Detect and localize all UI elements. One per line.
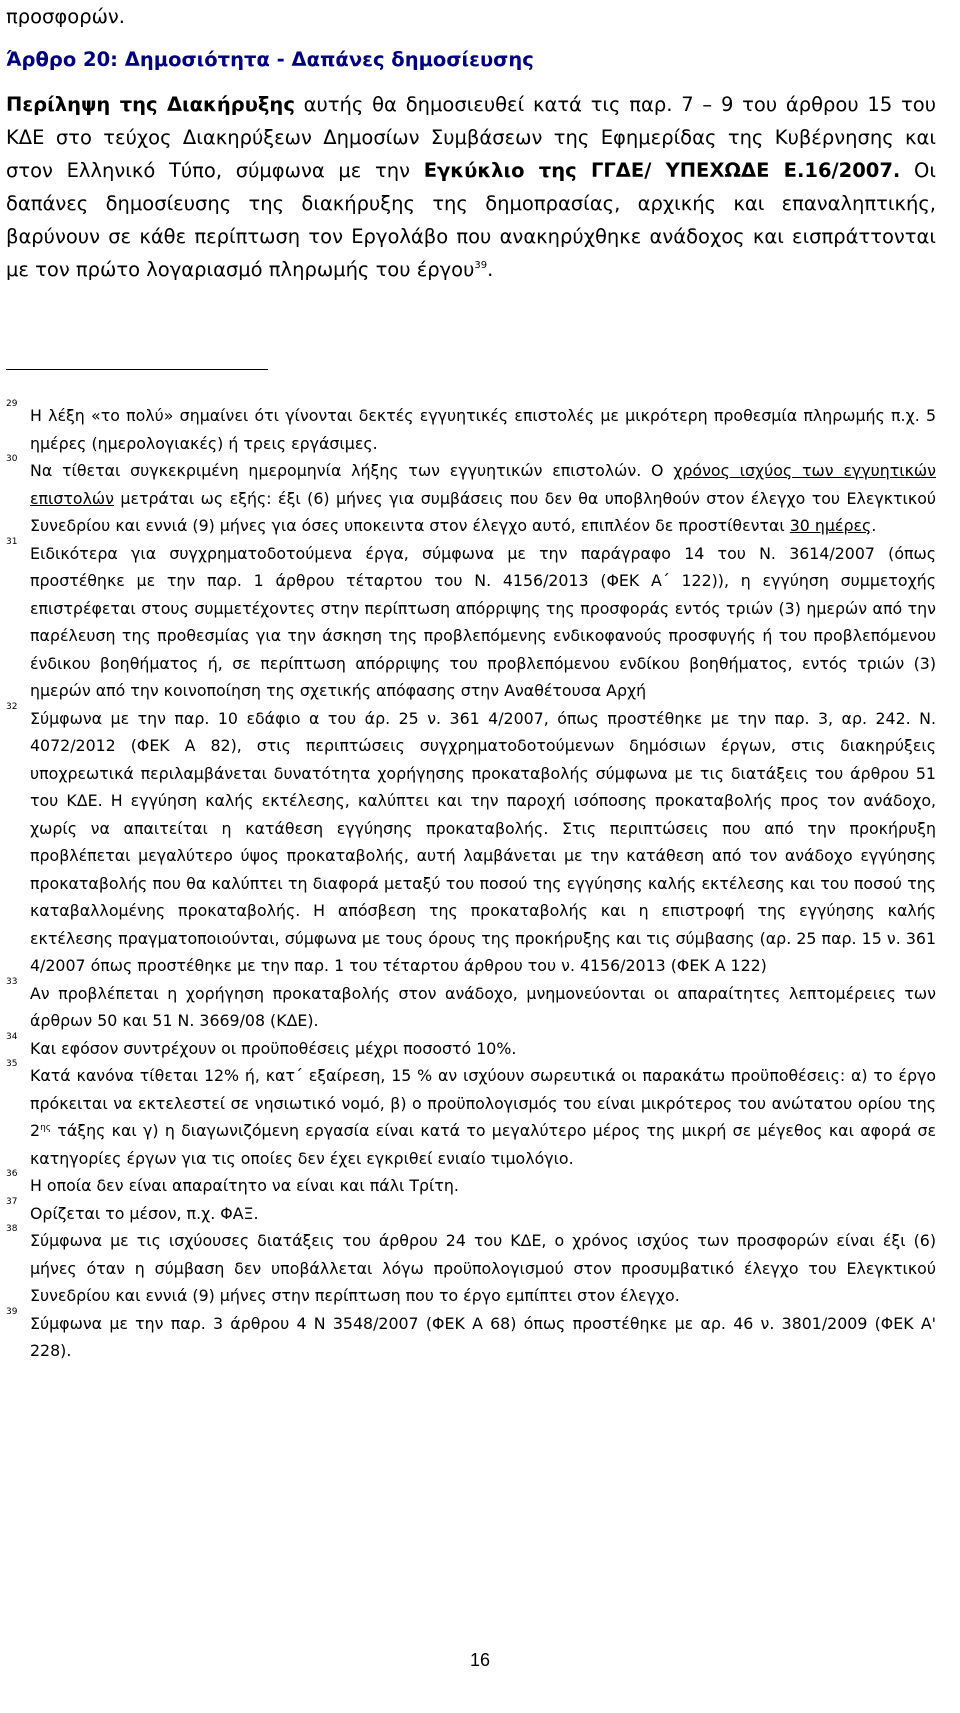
paragraph-costs-end: .	[487, 258, 494, 281]
footnote-32	[6, 701, 936, 980]
footnote-text: Να τίθεται συγκεκριμένη ημερομηνία λήξης των εγγυητικών επιστολών. Ο	[30, 461, 674, 480]
page-number: 16	[469, 1650, 491, 1670]
footnote-number: 34	[6, 1031, 18, 1042]
footnotes	[6, 380, 936, 1365]
footnote-ref-39: 39	[474, 260, 488, 271]
circular-reference: Εγκύκλιο της ΓΓΔΕ/ ΥΠΕΧΩΔΕ Ε.16/2007.	[423, 159, 901, 182]
footnote-38	[6, 1224, 936, 1310]
footnote-number: 39	[6, 1306, 18, 1317]
footnote-text: Σύμφωνα με την παρ. 3 άρθρου 4 Ν 3548/2007 (ΦΕΚ Α 68) όπως προστέθηκε με αρ. 46 ν. 3801/2009 (ΦΕΚ Α' 228).	[30, 1313, 936, 1360]
footnote-36	[6, 1169, 936, 1200]
footnote-number: 31	[6, 536, 18, 547]
footnote-text: Σύμφωνα με την παρ. 10 εδάφιο α του άρ. 25 ν. 361 4/2007, όπως προστέθηκε με την παρ. 3, αρ. 242. Ν. 4072/2012 (ΦΕΚ Α 82), στις περιπτώσεις συγχρηματοδοτούμενων δημόσιων έργων, στις διακηρύξεις υποχρεωτικά περιλαμβάνεται δυνατότητα χορήγησης προκαταβολής σύμφωνα με τις διατάξεις του άρθρου 51 του ΚΔΕ. Η εγγύηση καλής εκτέλεσης, καλύπτει και την παροχή ισόποσης προκαταβολής προς τον ανάδοχο, χωρίς να απαιτείται η κατάθεση εγγύησης προκαταβολής. Στις περιπτώσεις που από την προκήρυξη προβλέπεται μεγαλύτερο ύψος προκαταβολής, αυτή λαμβάνεται με την κατάθεση από τον ανάδοχο εγγύησης προκαταβολής που θα καλύπτει τη διαφορά μεταξύ του ποσού της εγγύησης καλής εκτέλεσης και του ποσού της καταβαλλομένης προκαταβολής. Η απόσβεση της προκαταβολής και η επιστροφή της εγγύησης καλής εκτέλεσης πραγματοποιούνται, σύμφωνα με τους όρους της προκήρυξης και τις σύμβασης (αρ. 25 παρ. 15 ν. 361 4/2007 όπως προστέθηκε με την παρ. 1 του τέταρτου άρθρου του ν. 4156/2013 (ΦΕΚ Α 122)	[30, 708, 936, 975]
footnote-underlined: χρόνος ισχύος των εγγυητικών επιστολών	[30, 461, 936, 508]
footnote-number: 37	[6, 1196, 18, 1207]
top-fragment: προσφορών.	[6, 5, 125, 28]
footnote-30	[6, 454, 936, 540]
footnote-number: 38	[6, 1224, 18, 1234]
footnote-text: Σύμφωνα με τις ισχύουσες διατάξεις του άρθρου 24 του ΚΔΕ, ο χρόνος ισχύος των προσφορών είναι έξι (6) μήνες όταν η σύμβαση δεν υποβάλλεται λόγω προϋπολογισμού στον προσυμβατικό έλεγχο του Ελεγκτικού Συνεδρίου και εννιά (9) μήνες στην περίπτωση που το έργο εμπίπτει στον έλεγχο.	[30, 1231, 936, 1305]
footnote-text: Αν προβλέπεται η χορήγηση προκαταβολής στον ανάδοχο, μνημονεύονται οι απαραίτητες λεπτομέρειες των άρθρων 50 και 51 Ν. 3669/08 (ΚΔΕ).	[30, 983, 936, 1030]
footnote-29	[6, 399, 936, 457]
footnote-35	[6, 1059, 936, 1172]
footnote-underlined: 30 ημέρες	[789, 516, 872, 535]
footnote-text: Η λέξη «το πολύ» σημαίνει ότι γίνονται δεκτές εγγυητικές επιστολές με μικρότερη προθεσμία πληρωμής π.χ. 5 ημέρες (ημερολογιακές) ή τρεις εργάσιμες.	[30, 406, 936, 453]
footnote-text: Η οποία δεν είναι απαραίτητο να είναι και πάλι Τρίτη.	[30, 1176, 459, 1195]
footnote-34	[6, 1031, 936, 1063]
footnote-number: 32	[6, 701, 18, 712]
footnote-number: 30	[6, 454, 18, 464]
footnote-37	[6, 1196, 936, 1228]
footnote-number: 33	[6, 976, 18, 987]
footnote-text: Κατά κανόνα τίθεται 12% ή, κατ΄ εξαίρεση, 15 % αν ισχύουν σωρευτικά οι παρακάτω προϋποθέσεις: α) το έργο πρόκειται να εκτελεστεί σε νησιωτικό νομό, β) ο προϋπολογισμός του είναι μικρότερος του ανώτατου ορίου της 2	[30, 1066, 936, 1140]
main-text	[6, 0, 936, 286]
footnote-number: 35	[6, 1059, 18, 1069]
paragraph-summary	[6, 88, 936, 286]
footnote-31	[6, 536, 936, 705]
footnote-text: Ειδικότερα για συγχρηματοδοτούμενα έργα, σύμφωνα με την παράγραφο 14 του Ν. 3614/2007 (όπως προστέθηκε με την παρ. 1 άρθρου τέταρτου του Ν. 4156/2013 (ΦΕΚ Α΄ 122)), η εγγύηση συμμετοχής επιστρέφεται στους συμμετέχοντες στην περίπτωση απόρριψης της προσφοράς εντός τριών (3) ημερών από την παρέλευση της προθεσμίας για την άσκηση της προβλεπόμενης ενδικοφανούς προσφυγής ή του προβλεπόμενου ένδικου βοηθήματος ή, σε περίπτωση απόρριψης του προβλεπόμενου ενδίκου βοηθήματος, εντός τριών (3) ημερών από την κοινοποίηση της σχετικής απόφασης στην Αναθέτουσα Αρχή	[30, 543, 936, 700]
footnote-number: 29	[6, 399, 18, 409]
footnote-39	[6, 1306, 936, 1365]
footnote-text: .	[871, 516, 877, 535]
footnote-text: Και εφόσον συντρέχουν οι προϋποθέσεις μέχρι ποσοστό 10%.	[30, 1038, 517, 1058]
article-heading: Άρθρο 20: Δημοσιότητα - Δαπάνες δημοσίευσης	[6, 48, 534, 71]
footnote-33	[6, 976, 936, 1035]
footnote-text: μετράται ως εξής: έξι (6) μήνες για συμβάσεις που δεν θα υποβληθούν στον έλεγχο του Ελεγκτικού Συνεδρίου και εννιά (9) μήνες για όσες υποκειντα στον έλεγχο αυτό, επιπλέον δε προστίθενται	[30, 488, 936, 535]
summary-text: αυτής θα δημοσιευθεί κατά τις παρ. 7 – 9 του άρθρου 15 του ΚΔΕ στο τεύχος Διακηρύξεων Δημοσίων Συμβάσεων της Εφημερίδας της Κυβέρνησης και στον Ελληνικό Τύπο, σύμφωνα με την	[6, 93, 936, 182]
paragraph-costs: Οι δαπάνες δημοσίευσης της διακήρυξης της δημοπρασίας, αρχικής και επαναληπτικής, βαρύνουν σε κάθε περίπτωση τον Εργολάβο που ανακηρύχθηκε ανάδοχος και εισπράττονται με τον πρώτο λογαριασμό πληρωμής του έργου	[6, 159, 936, 281]
footnote-text: τάξης και γ) η διαγωνιζόμενη εργασία είναι κατά το μεγαλύτερο μέρος της μικρή σε μέγεθος και αφορά σε κατηγορίες έργων για τις οποίες δεν έχει εγκριθεί ενιαίο τιμολόγιο.	[30, 1121, 936, 1168]
footnote-number: 36	[6, 1169, 18, 1179]
footnote-text: Ορίζεται το μέσον, π.χ. ΦΑΞ.	[30, 1203, 259, 1223]
footnote-separator	[6, 369, 268, 370]
ordinal-superscript: ης	[40, 1123, 52, 1133]
summary-bold-start: Περίληψη της Διακήρυξης	[6, 93, 295, 116]
